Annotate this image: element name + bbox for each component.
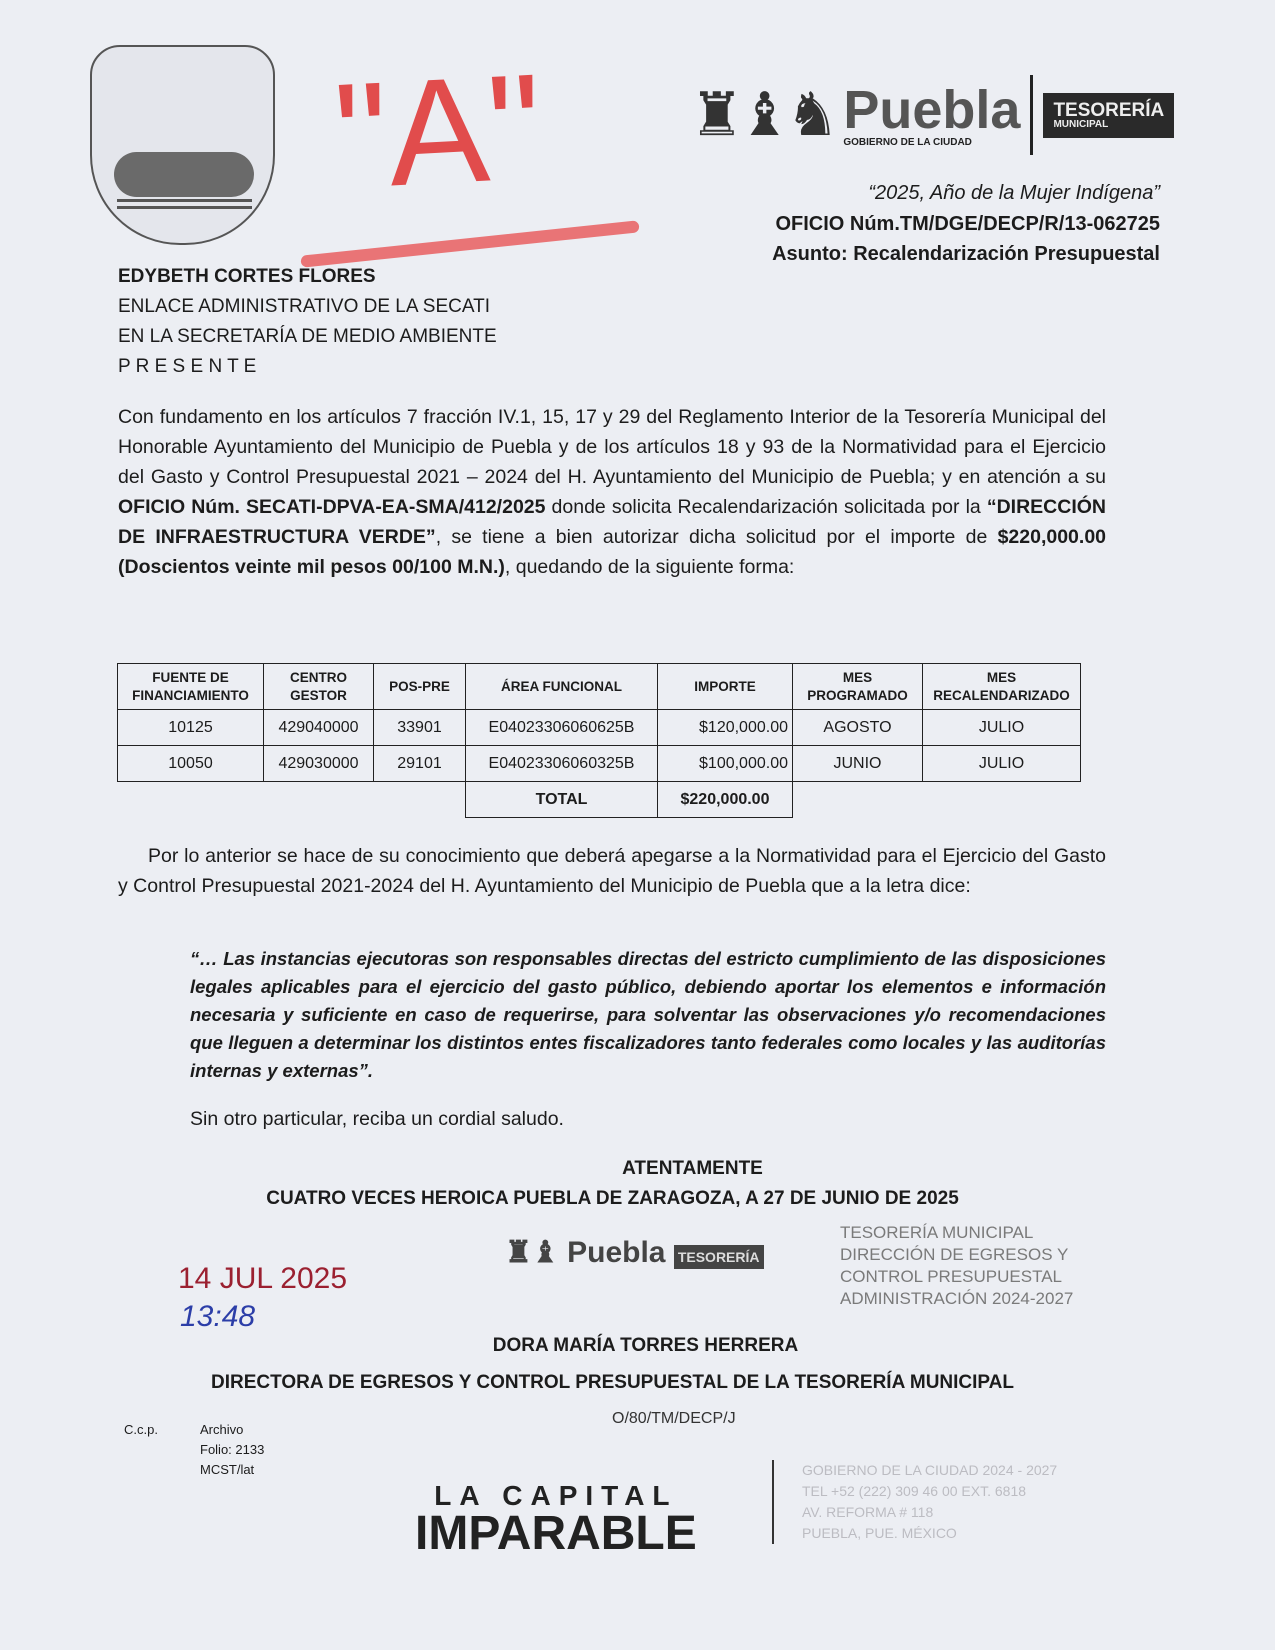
table-total-row: TOTAL $220,000.00 <box>118 782 1081 818</box>
red-underline-mark <box>300 220 639 267</box>
addressee-office: EN LA SECRETARÍA DE MEDIO AMBIENTE <box>118 326 497 347</box>
place-date: CUATRO VECES HEROICA PUEBLA DE ZARAGOZA, A 27 DE JUNIO DE 2025 <box>266 1188 959 1209</box>
table-row: 10050 429030000 29101 E04023306060325B $100,000.00 JUNIO JULIO <box>118 746 1081 782</box>
closing-line: Sin otro particular, reciba un cordial saludo. <box>190 1108 564 1130</box>
addressee-position: ENLACE ADMINISTRATIVO DE LA SECATI <box>118 296 490 317</box>
signer-name: DORA MARÍA TORRES HERRERA <box>492 1335 799 1356</box>
ccp-label: C.c.p. <box>124 1422 158 1437</box>
table-row: 10125 429040000 33901 E04023306060625B $120,000.00 AGOSTO JULIO <box>118 710 1081 746</box>
received-time-handwritten: 13:48 <box>180 1300 256 1333</box>
received-date-stamp: 14 JUL 2025 <box>178 1262 348 1295</box>
budget-table: FUENTE DE FINANCIAMIENTO CENTRO GESTOR POS-PRE ÁREA FUNCIONAL IMPORTE MES PROGRAMADO MES RECALENDARIZADO 10125 429040000 33901 E04023306060625B $120,000.00 AGOSTO JULIO 10050 429030000 29101 E04023306060325B $100,000.00 JUNIO JULIO TOTAL $220,000.00 <box>117 663 1081 818</box>
oficio-number: OFICIO Núm.TM/DGE/DECP/R/13-062725 <box>775 213 1160 235</box>
tesoreria-box: TESORERÍA MUNICIPAL <box>1043 93 1174 138</box>
municipal-seal <box>90 45 275 245</box>
official-stamp: TESORERÍA MUNICIPAL DIRECCIÓN DE EGRESOS Y CONTROL PRESUPUESTAL ADMINISTRACIÓN 2024-2027 <box>840 1223 1074 1308</box>
contact-info: GOBIERNO DE LA CIUDAD 2024 - 2027 TEL +52 (222) 309 46 00 EXT. 6818 AV. REFORMA # 118 PUEBLA, PUE. MÉXICO <box>772 1460 1057 1544</box>
subject: Asunto: Recalendarización Presupuestal <box>772 243 1160 265</box>
city-emblem-icon: ♜♝♞ <box>690 81 834 148</box>
la-capital-imparable-logo: LA CAPITAL IMPARABLE <box>415 1480 697 1560</box>
signer-title: DIRECTORA DE EGRESOS Y CONTROL PRESUPUESTAL DE LA TESORERÍA MUNICIPAL <box>210 1372 1015 1393</box>
body-paragraph-1: Con fundamento en los artículos 7 fracción IV.1, 15, 17 y 29 del Reglamento Interior de la Tesorería Municipal del Honorable Ayuntamiento del Municipio de Puebla y de los artículos 18 y 93 de la Normatividad para el Ejercicio del Gasto y Control Presupuestal 2021 – 2024 del H. Ayuntamiento del Municipio de Puebla; y en atención a su OFICIO Núm. SECATI-DPVA-EA-SMA/412/2025 donde solicita Recalendarización solicitada por la “DIRECCIÓN DE INFRAESTRUCTURA VERDE”, se tiene a bien autorizar dicha solicitud por el importe de $220,000.00 (Doscientos veinte mil pesos 00/100 M.N.), quedando de la siguiente forma: <box>118 406 1107 578</box>
reference-code: O/80/TM/DECP/J <box>612 1410 736 1427</box>
addressee <box>118 262 497 382</box>
year-motto: “2025, Año de la Mujer Indígena” <box>868 182 1160 204</box>
atentamente: ATENTAMENTE <box>622 1158 763 1179</box>
signature-stamp-logo: ♜♝ Puebla TESORERÍA <box>505 1235 764 1270</box>
addressee-name: EDYBETH CORTES FLORES <box>118 266 376 287</box>
legal-quote: “… Las instancias ejecutoras son responsables directas del estricto cumplimiento de las disposiciones legales aplicables para el ejercicio del gasto público, debiendo aportar los elementos e información necesaria y suficiente en caso de requerirse, para solventar las observaciones y/o recomendaciones que lleguen a determinar los distintos entes fiscalizadores tanto federales como locales y las auditorías internas y externas”. <box>190 948 1106 1081</box>
body-paragraph-2: Por lo anterior se hace de su conocimiento que deberá apegarse a la Normatividad para el Ejercicio del Gasto y Control Presupuestal 2021-2024 del H. Ayuntamiento del Municipio de Puebla que a la letra dice: <box>118 845 1106 897</box>
logo-text: Puebla <box>843 79 1021 140</box>
logo-subtext: GOBIERNO DE LA CIUDAD <box>843 136 972 148</box>
puebla-tesoreria-logo <box>690 75 1174 155</box>
presente: P R E S E N T E <box>118 356 257 377</box>
ccp-list: Archivo Folio: 2133 MCST/lat <box>200 1422 265 1477</box>
handwritten-mark: "A" <box>330 41 546 221</box>
